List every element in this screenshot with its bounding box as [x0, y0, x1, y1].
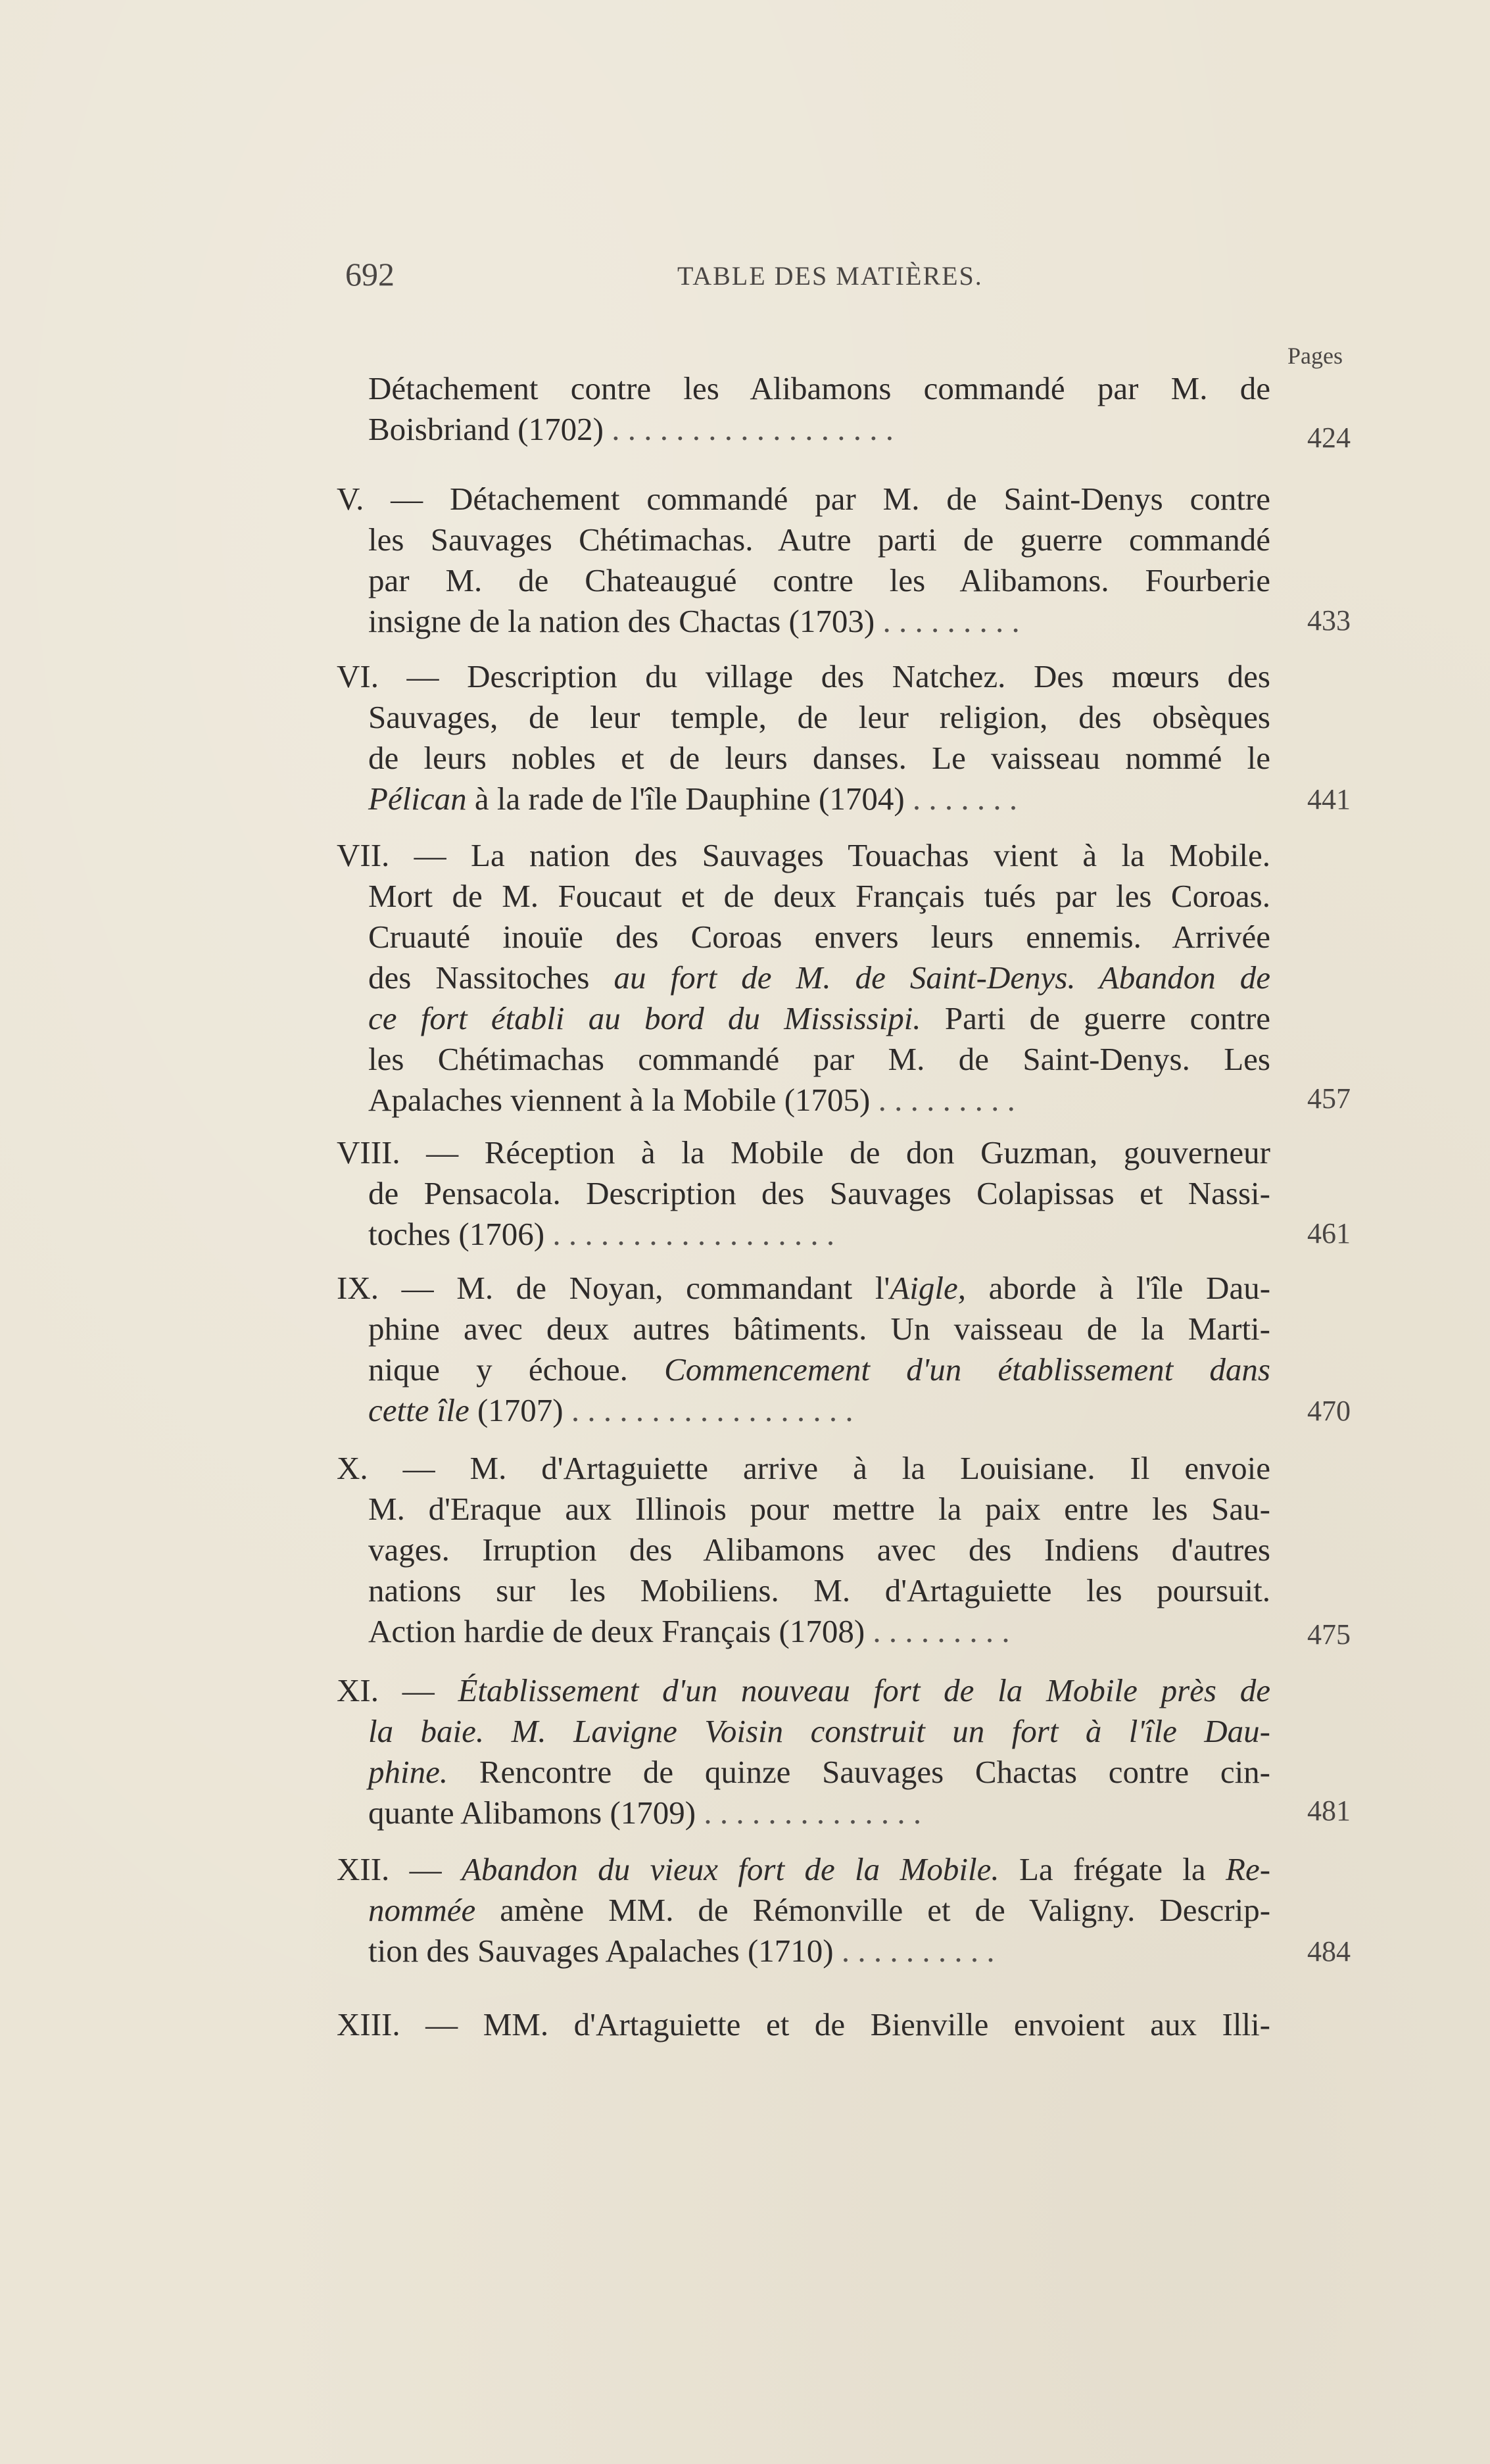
- page-reference: 457: [1307, 1082, 1351, 1115]
- entry-line: toches (1706) . . . . . . . . . . . . . . . . . .: [368, 1216, 835, 1252]
- entry-line: des Nassitoches au fort de M. de Saint-Denys. Abandon de: [368, 959, 1270, 996]
- toc-entry: [337, 368, 1270, 450]
- entry-line: XIII. — MM. d'Artaguiette et de Bienville envoient aux Illi-: [337, 2006, 1270, 2042]
- entry-line: nations sur les Mobiliens. M. d'Artaguiette les poursuit.: [368, 1572, 1270, 1608]
- entry-line: phine avec deux autres bâtiments. Un vaisseau de la Marti-: [368, 1311, 1270, 1347]
- page-reference: 470: [1307, 1395, 1351, 1427]
- entry-line: de Pensacola. Description des Sauvages Colapissas et Nassi-: [368, 1175, 1270, 1211]
- toc-entry-ix: [337, 1268, 1270, 1431]
- entry-line: Mort de M. Foucaut et de deux Français tués par les Coroas.: [368, 878, 1270, 914]
- toc-entry-vi: [337, 656, 1270, 819]
- entry-line: Apalaches viennent à la Mobile (1705) . . . . . . . . .: [368, 1082, 1015, 1118]
- entry-line: Détachement contre les Alibamons commandé par M. de: [368, 370, 1270, 406]
- page-reference: 441: [1307, 783, 1351, 815]
- entry-line: XI. — Établissement d'un nouveau fort de la Mobile près de: [337, 1672, 1270, 1708]
- entry-line: cette île (1707) . . . . . . . . . . . . . . . . . .: [368, 1392, 853, 1428]
- ship-name: nommée: [368, 1892, 476, 1928]
- entry-line: les Sauvages Chétimachas. Autre parti de guerre commandé: [368, 521, 1270, 558]
- dot-leader: . . . . . . .: [912, 781, 1018, 817]
- page-reference: 461: [1307, 1217, 1351, 1249]
- page-reference: 433: [1307, 604, 1351, 637]
- ship-name: Pélican: [368, 781, 467, 817]
- toc-entry-xii: [337, 1849, 1270, 1971]
- entry-line: Action hardie de deux Français (1708) . . . . . . . . .: [368, 1613, 1010, 1649]
- page-reference: 484: [1307, 1935, 1351, 1968]
- entry-line: par M. de Chateaugué contre les Alibamons. Fourberie: [368, 562, 1270, 598]
- page-number: 692: [345, 256, 395, 293]
- page-header: [345, 255, 1266, 308]
- dot-leader: . . . . . . . . .: [878, 1082, 1015, 1118]
- toc-entry-x: [337, 1448, 1270, 1652]
- entry-line: les Chétimachas commandé par M. de Saint-Denys. Les: [368, 1041, 1270, 1077]
- entry-line: insigne de la nation des Chactas (1703) . . . . . . . . .: [368, 603, 1020, 639]
- toc-entry-xiii: [337, 2004, 1270, 2045]
- entry-line: XII. — Abandon du vieux fort de la Mobile. La frégate la Re-: [337, 1851, 1271, 1887]
- entry-line: ce fort établi au bord du Mississipi. Parti de guerre contre: [368, 1000, 1271, 1036]
- entry-line: M. d'Eraque aux Illinois pour mettre la paix entre les Sau-: [368, 1491, 1270, 1527]
- entry-line: phine. Rencontre de quinze Sauvages Chactas contre cin-: [368, 1754, 1270, 1790]
- toc-entry-vii: [337, 835, 1270, 1121]
- toc-entry-v: [337, 479, 1270, 642]
- dot-leader: . . . . . . . . . . . . . . . . . .: [552, 1216, 835, 1252]
- dot-leader: . . . . . . . . .: [882, 603, 1020, 639]
- entry-line: tion des Sauvages Apalaches (1710) . . . . . . . . . .: [368, 1933, 995, 1969]
- pages-column-label: Pages: [1287, 343, 1343, 369]
- entry-line: VII. — La nation des Sauvages Touachas vient à la Mobile.: [337, 837, 1270, 873]
- entry-line: Cruauté inouïe des Coroas envers leurs ennemis. Arrivée: [368, 919, 1270, 955]
- toc-entry-viii: [337, 1132, 1270, 1255]
- entry-line: VIII. — Réception à la Mobile de don Guzman, gouverneur: [337, 1134, 1270, 1171]
- entry-line: Pélican à la rade de l'île Dauphine (1704) . . . . . . .: [368, 781, 1018, 817]
- dot-leader: . . . . . . . . . .: [841, 1933, 995, 1969]
- entry-line: de leurs nobles et de leurs danses. Le vaisseau nommé le: [368, 740, 1270, 776]
- running-title: TABLE DES MATIÈRES.: [677, 261, 983, 291]
- page-reference: 475: [1307, 1618, 1351, 1651]
- entry-line: V. — Détachement commandé par M. de Saint-Denys contre: [337, 481, 1270, 517]
- toc-entry-xi: [337, 1670, 1270, 1833]
- entry-line: Sauvages, de leur temple, de leur religion, des obsèques: [368, 699, 1270, 735]
- entry-line: la baie. M. Lavigne Voisin construit un fort à l'île Dau-: [368, 1713, 1270, 1749]
- entry-line: vages. Irruption des Alibamons avec des Indiens d'autres: [368, 1532, 1270, 1568]
- entry-line: VI. — Description du village des Natchez. Des mœurs des: [337, 658, 1270, 694]
- dot-leader: . . . . . . . . . . . . . . . . . .: [571, 1392, 853, 1428]
- ship-name: Aigle,: [890, 1270, 966, 1306]
- entry-line: nique y échoue. Commencement d'un établissement dans: [368, 1351, 1270, 1388]
- page-reference: 424: [1307, 422, 1351, 454]
- dot-leader: . . . . . . . . . . . . . .: [704, 1795, 922, 1831]
- page-reference: 481: [1307, 1795, 1351, 1827]
- entry-line: X. — M. d'Artaguiette arrive à la Louisiane. Il envoie: [337, 1450, 1270, 1486]
- entry-line: nommée amène MM. de Rémonville et de Valigny. Descrip-: [368, 1892, 1271, 1928]
- entry-line: quante Alibamons (1709) . . . . . . . . . . . . . .: [368, 1795, 922, 1831]
- entry-line: IX. — M. de Noyan, commandant l'Aigle, aborde à l'île Dau-: [337, 1270, 1271, 1306]
- dot-leader: . . . . . . . . . . . . . . . . . .: [612, 411, 894, 447]
- entry-line: Boisbriand (1702) . . . . . . . . . . . . . . . . . .: [368, 411, 894, 447]
- dot-leader: . . . . . . . . .: [873, 1613, 1010, 1649]
